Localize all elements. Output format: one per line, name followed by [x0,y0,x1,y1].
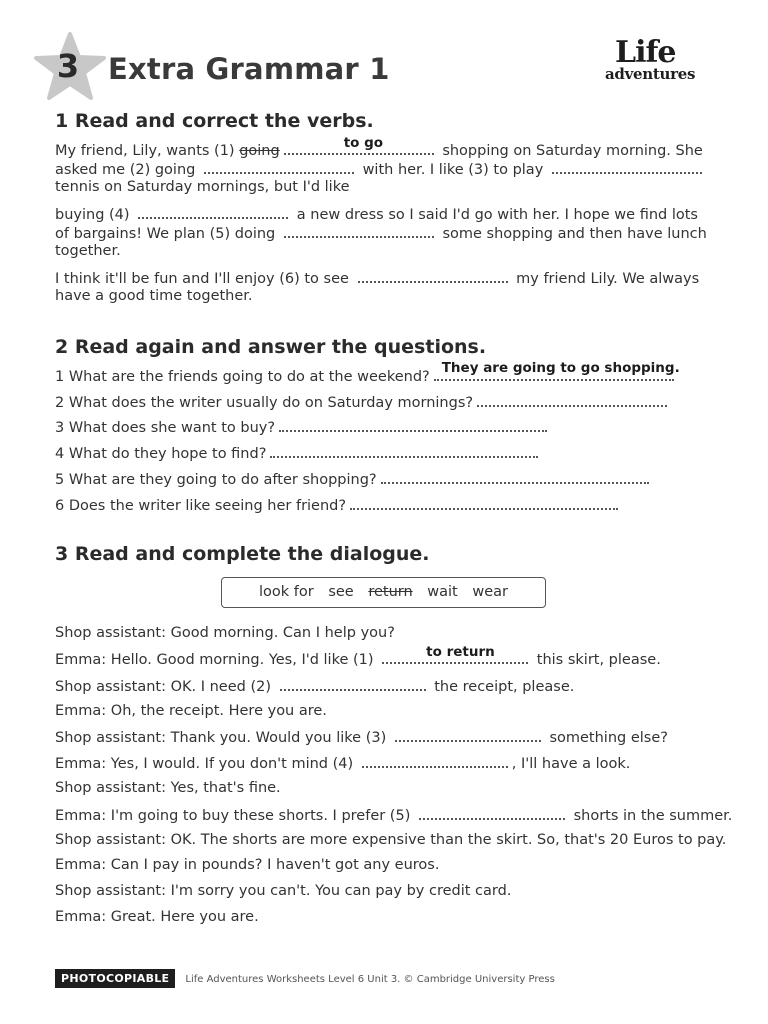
word-look-for: look for [258,584,314,600]
word-wait: wait [427,584,458,600]
dialogue-text: , I'll have a look. [511,756,631,772]
logo-word-adventures: adventures [605,65,696,83]
dialogue-text: the receipt, please. [434,679,575,695]
s1-line-3: tennis on Saturday mornings, but I'd like [55,179,350,195]
answer-blank-4 [138,205,288,219]
question-text: 2 What does the writer usually do on Saturday mornings? [55,395,474,411]
handwritten-answer-1: to go [343,135,384,151]
dialogue-line-6 [55,754,630,772]
handwritten-dialogue-1: to return [426,644,495,660]
answer-line-q1 [434,360,680,381]
question-5 [55,470,653,488]
page-header [0,0,768,110]
word-return-struck: return [368,584,413,600]
copyright-text: Life Adventures Worksheets Level 6 Unit 3. © Cambridge University Press [185,974,555,985]
dialogue-line-2 [55,644,661,668]
section1-title: 1 Read and correct the verbs. [55,110,374,132]
dialogue-text: Emma: I'm going to buy these shorts. I prefer (5) [55,808,411,824]
question-text: 3 What does she want to buy? [55,420,276,436]
dialogue-line-8 [55,806,732,824]
s1-text: asked me (2) going [55,162,196,178]
question-text: 1 What are the friends going to do at the weekend? [55,369,430,385]
s1-line-2 [55,160,706,178]
section3-title: 3 Read and complete the dialogue. [55,543,430,565]
s1-text: some shopping and then have lunch [442,226,707,242]
s1-text: with her. I like (3) to play [362,162,544,178]
s1-text: my friend Lily. We always [516,271,700,287]
word-box [221,577,546,608]
unit-number: 3 [56,47,80,85]
dialogue-text: Shop assistant: OK. I need (2) [55,679,272,695]
answer-line-q4 [270,444,538,458]
s1-line-8: have a good time together. [55,288,253,304]
answer-blank-3 [552,160,702,174]
brand-logo [603,35,725,90]
answer-line-q5 [381,470,649,484]
dialogue-text: shorts in the summer. [573,808,733,824]
s1-line-6: together. [55,243,121,259]
dialogue-line-11: Shop assistant: I'm sorry you can't. You can pay by credit card. [55,883,512,899]
answer-blank-2 [204,160,354,174]
handwritten-answer-q1: They are going to go shopping. [441,360,680,376]
s1-text: of bargains! We plan (5) doing [55,226,276,242]
question-text: 5 What are they going to do after shopping? [55,472,377,488]
dialogue-line-5 [55,728,668,746]
answer-line-q2 [477,393,667,407]
question-4 [55,444,542,462]
photocopiable-badge: PHOTOCOPIABLE [55,969,175,988]
dialogue-text: something else? [549,730,668,746]
dialogue-line-7: Shop assistant: Yes, that's fine. [55,780,281,796]
dialogue-blank-2 [280,677,426,691]
answer-blank-6 [358,269,508,283]
s1-text: I think it'll be fun and I'll enjoy (6) to see [55,271,349,287]
dialogue-line-3 [55,677,574,695]
word-wear: wear [472,584,508,600]
question-6 [55,496,622,514]
question-3 [55,418,551,436]
dialogue-line-1: Shop assistant: Good morning. Can I help you? [55,625,395,641]
logo-word-life: Life [615,35,676,70]
question-2 [55,393,671,411]
section2-title: 2 Read again and answer the questions. [55,336,487,358]
s1-text: buying (4) [55,207,130,223]
question-text: 4 What do they hope to find? [55,446,267,462]
answer-line-q3 [279,418,547,432]
s1-line-4 [55,205,698,223]
answer-blank-5 [284,224,434,238]
dialogue-blank-3 [395,728,541,742]
dialogue-text: this skirt, please. [536,652,661,668]
s1-line-5 [55,224,707,242]
s1-line-1 [55,135,703,159]
dialogue-blank-5 [419,806,565,820]
dialogue-text: Emma: Yes, I would. If you don't mind (4) [55,756,354,772]
dialogue-line-4: Emma: Oh, the receipt. Here you are. [55,703,327,719]
dialogue-text: Emma: Hello. Good morning. Yes, I'd like (1) [55,652,374,668]
page-footer [55,969,555,989]
dialogue-blank-4 [362,754,508,768]
dialogue-line-12: Emma: Great. Here you are. [55,909,259,925]
s1-line-7 [55,269,699,287]
dialogue-line-9: Shop assistant: OK. The shorts are more expensive than the skirt. So, that's 20 Euros to pay. [55,832,727,848]
s1-text: My friend, Lily, wants (1) [55,143,235,159]
s1-text: shopping on Saturday morning. She [442,143,703,159]
question-text: 6 Does the writer like seeing her friend? [55,498,347,514]
dialogue-line-10: Emma: Can I pay in pounds? I haven't got any euros. [55,857,440,873]
struck-word: going [239,143,280,159]
dialogue-text: Shop assistant: Thank you. Would you like (3) [55,730,387,746]
dialogue-blank-1 [382,644,528,664]
page-title: Extra Grammar 1 [108,52,390,86]
s1-text: a new dress so I said I'd go with her. I hope we find lots [296,207,698,223]
answer-blank-1 [284,135,434,155]
answer-line-q6 [350,496,618,510]
word-see: see [328,584,354,600]
question-1 [55,360,680,385]
